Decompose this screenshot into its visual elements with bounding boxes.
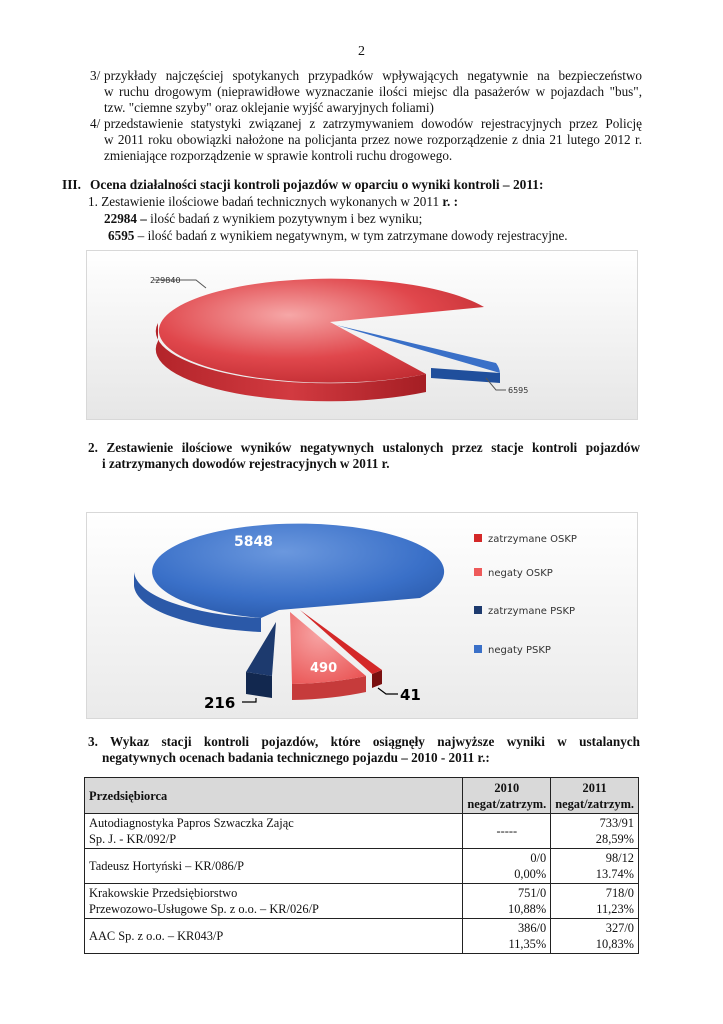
table-cell-2010 (463, 849, 551, 884)
data-label: 229840 (150, 276, 181, 285)
point1-value-a: 22984 – (104, 211, 147, 226)
legend-label: zatrzymane OSKP (488, 534, 577, 545)
list-item-3 (90, 68, 642, 116)
legend-label: zatrzymane PSKP (488, 606, 576, 617)
name-line: AAC Sp. z o.o. – KR043/P (89, 929, 224, 943)
data-label: 6595 (508, 386, 529, 395)
list-item-line: tzw. "ciemne szyby" oraz oklejanie wyjść awaryjnych foliami) (104, 100, 434, 115)
header-sub: negat/zatrzym. (555, 796, 634, 811)
legend-swatch (474, 606, 482, 614)
legend-swatch (474, 645, 482, 653)
legend-swatch (474, 534, 482, 542)
point1-line-b (108, 228, 568, 244)
point2-line: i zatrzymanych dowodów rejestracyjnych w 2011 r. (102, 456, 390, 471)
table-cell-2011 (551, 849, 639, 884)
legend-swatch (474, 568, 482, 576)
point1-value-b: 6595 (108, 228, 135, 243)
point1-label (88, 194, 458, 210)
value-line: 751/0 (517, 886, 547, 900)
table-cell-name (85, 884, 463, 919)
value-line: 386/0 (517, 921, 547, 935)
table-cell-2010 (463, 814, 551, 849)
chart-tests-pie (86, 250, 638, 420)
point1-text-a: ilość badań z wynikiem pozytywnym i bez wyniku; (146, 211, 423, 226)
point1-label-text: 1. Zestawienie ilościowe badań technicznych wykonanych w 2011 (88, 194, 443, 209)
table-row (85, 919, 639, 954)
point3-heading (88, 734, 640, 766)
value-line: 327/0 (605, 921, 634, 935)
value-line: 10,88% (508, 902, 547, 916)
section-heading (62, 177, 543, 193)
name-line: Sp. J. - KR/092/P (89, 832, 177, 846)
list-item-line: w 2011 roku obowiązki nałożone na policjanta przez nowe rozporządzenie z dnia 21 lutego 2012 r. (104, 132, 642, 147)
list-item-line: w ruchu drogowym (nieprawidłowe wyznaczanie ilości miejsc dla pasażerów w pojazdach "bus", (104, 84, 642, 99)
point3-line: negatywnych ocenach badania technicznego pojazdu – 2010 - 2011 r.: (102, 750, 490, 765)
table-cell-2010 (463, 884, 551, 919)
table-cell-2011 (551, 884, 639, 919)
name-line: Autodiagnostyka Papros Szwaczka Zając (89, 816, 294, 830)
table-header-row (85, 778, 639, 814)
value-line: 0/0 (530, 851, 547, 865)
table-cell-name (85, 849, 463, 884)
data-label: 41 (400, 686, 421, 704)
data-label: 216 (204, 694, 236, 712)
point1-text-b: – ilość badań z wynikiem negatywnym, w tym zatrzymane dowody rejestracyjne. (134, 228, 568, 243)
value-line: 10,83% (595, 937, 634, 951)
value-line: ----- (496, 824, 518, 838)
list-item-line: przedstawienie statystyki związanej z zatrzymywaniem dowodów rejestracyjnych przez Policję (104, 116, 642, 131)
section-number: III. (62, 177, 81, 192)
table-header-cell: Przedsiębiorca (85, 778, 463, 814)
point1-label-suffix: r. : (442, 194, 459, 209)
list-item-number: 3/ (90, 68, 101, 83)
table-row (85, 849, 639, 884)
name-line: Krakowskie Przedsiębiorstwo (89, 886, 238, 900)
header-year: 2010 (494, 780, 520, 795)
page-number: 2 (358, 44, 365, 59)
list-item-line: przykłady najczęściej spotykanych przypadków wpływających negatywnie na bezpieczeństwo (104, 68, 642, 83)
name-line: Przewozowo-Usługowe Sp. z o.o. – KR/026/P (89, 902, 319, 916)
data-label: 490 (310, 661, 338, 676)
stations-table (84, 777, 639, 954)
table-row (85, 884, 639, 919)
table-cell-name (85, 919, 463, 954)
value-line: 11,35% (508, 937, 547, 951)
value-line: 11,23% (596, 902, 634, 916)
value-line: 98/12 (605, 851, 634, 865)
table-header-cell (463, 778, 551, 814)
list-item-4 (90, 116, 642, 164)
data-label: 5848 (234, 534, 273, 550)
table-cell-2010 (463, 919, 551, 954)
section-title: Ocena działalności stacji kontroli pojazdów w oparciu o wyniki kontroli – 2011: (90, 177, 544, 192)
value-line: 0,00% (514, 867, 547, 881)
legend-label: negaty PSKP (488, 645, 551, 656)
table-header-cell (551, 778, 639, 814)
point3-line: 3. Wykaz stacji kontroli pojazdów, które osiągnęły najwyższe wyniki w ustalanych (88, 734, 640, 749)
name-line: Tadeusz Hortyński – KR/086/P (89, 859, 245, 873)
header-sub: negat/zatrzym. (467, 796, 547, 811)
point1-line-a (104, 211, 422, 227)
table-row (85, 814, 639, 849)
pie-slice-zatrzymane-pskp-side (246, 672, 272, 698)
table-cell-2011 (551, 919, 639, 954)
value-line: 733/91 (599, 816, 634, 830)
value-line: 13.74% (595, 867, 634, 881)
point2-line: 2. Zestawienie ilościowe wyników negatywnych ustalonych przez stacje kontroli pojazdów (88, 440, 640, 455)
table-cell-name (85, 814, 463, 849)
value-line: 718/0 (605, 886, 634, 900)
list-item-number: 4/ (90, 116, 101, 131)
list-item-line: zmieniające rozporządzenie w sprawie kontroli ruchu drogowego. (104, 148, 453, 163)
point2-heading (88, 440, 640, 472)
table-cell-2011 (551, 814, 639, 849)
header-year: 2011 (582, 780, 607, 795)
value-line: 28,59% (595, 832, 634, 846)
legend-label: negaty OSKP (488, 568, 553, 579)
chart-negative-pie (86, 512, 638, 719)
